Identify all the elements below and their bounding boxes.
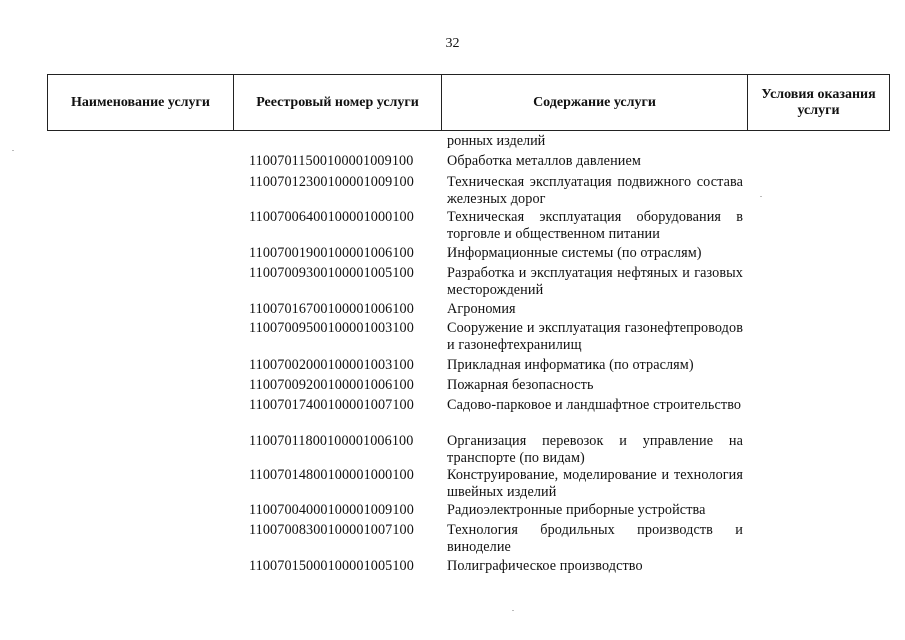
registry-number: 11007009200100001006100 — [249, 377, 414, 393]
service-content: Садово-парковое и ландшафтное строительство — [447, 397, 742, 413]
service-content: Техническая эксплуатация оборудования в торговле и общественном питании — [447, 209, 743, 242]
service-content: Конструирование, моделирование и технология швейных изделий — [447, 467, 743, 500]
page-number: 32 — [445, 36, 460, 51]
service-content: Техническая эксплуатация подвижного состава железных дорог — [447, 174, 743, 207]
scan-speck — [512, 610, 514, 611]
registry-number: 11007004000100001009100 — [249, 502, 414, 518]
service-content: Прикладная информатика (по отраслям) — [447, 357, 694, 373]
registry-number: 11007008300100001007100 — [249, 522, 414, 538]
registry-number: 11007017400100001007100 — [249, 397, 414, 413]
header-registry-number: Реестровый номер услуги — [234, 75, 442, 131]
header-service-name: Наименование услуги — [48, 75, 234, 131]
registry-number: 11007015000100001005100 — [249, 558, 414, 574]
registry-number: 11007009300100001005100 — [249, 265, 414, 281]
service-content: Разработка и эксплуатация нефтяных и газовых месторождений — [447, 265, 743, 298]
service-content: Технология бродильных производств и виноделие — [447, 522, 743, 555]
registry-number: 11007011500100001009100 — [249, 153, 414, 169]
header-row — [48, 75, 890, 131]
service-content: Организация перевозок и управление на транспорте (по видам) — [447, 433, 743, 466]
service-content: Радиоэлектронные приборные устройства — [447, 502, 706, 518]
service-content: Пожарная безопасность — [447, 377, 594, 393]
service-content: Обработка металлов давлением — [447, 153, 641, 169]
registry-number: 11007016700100001006100 — [249, 301, 414, 317]
header-service-content: Содержание услуги — [442, 75, 748, 131]
scan-speck — [12, 150, 14, 151]
continuation-text: ронных изделий — [447, 133, 546, 149]
registry-number: 11007002000100001003100 — [249, 357, 414, 373]
service-content: Полиграфическое производство — [447, 558, 643, 574]
registry-number: 11007006400100001000100 — [249, 209, 414, 225]
registry-number: 11007014800100001000100 — [249, 467, 414, 483]
registry-number: 11007001900100001006100 — [249, 245, 414, 261]
service-content: Агрономия — [447, 301, 516, 317]
registry-number: 11007012300100001009100 — [249, 174, 414, 190]
header-service-conditions: Условия оказания услуги — [748, 75, 890, 131]
services-table-header — [47, 74, 890, 131]
registry-number: 11007009500100001003100 — [249, 320, 414, 336]
service-content: Сооружение и эксплуатация газонефтепроводов и газонефтехранилищ — [447, 320, 743, 353]
registry-number: 11007011800100001006100 — [249, 433, 414, 449]
service-content: Информационные системы (по отраслям) — [447, 245, 702, 261]
scan-speck — [760, 196, 762, 197]
